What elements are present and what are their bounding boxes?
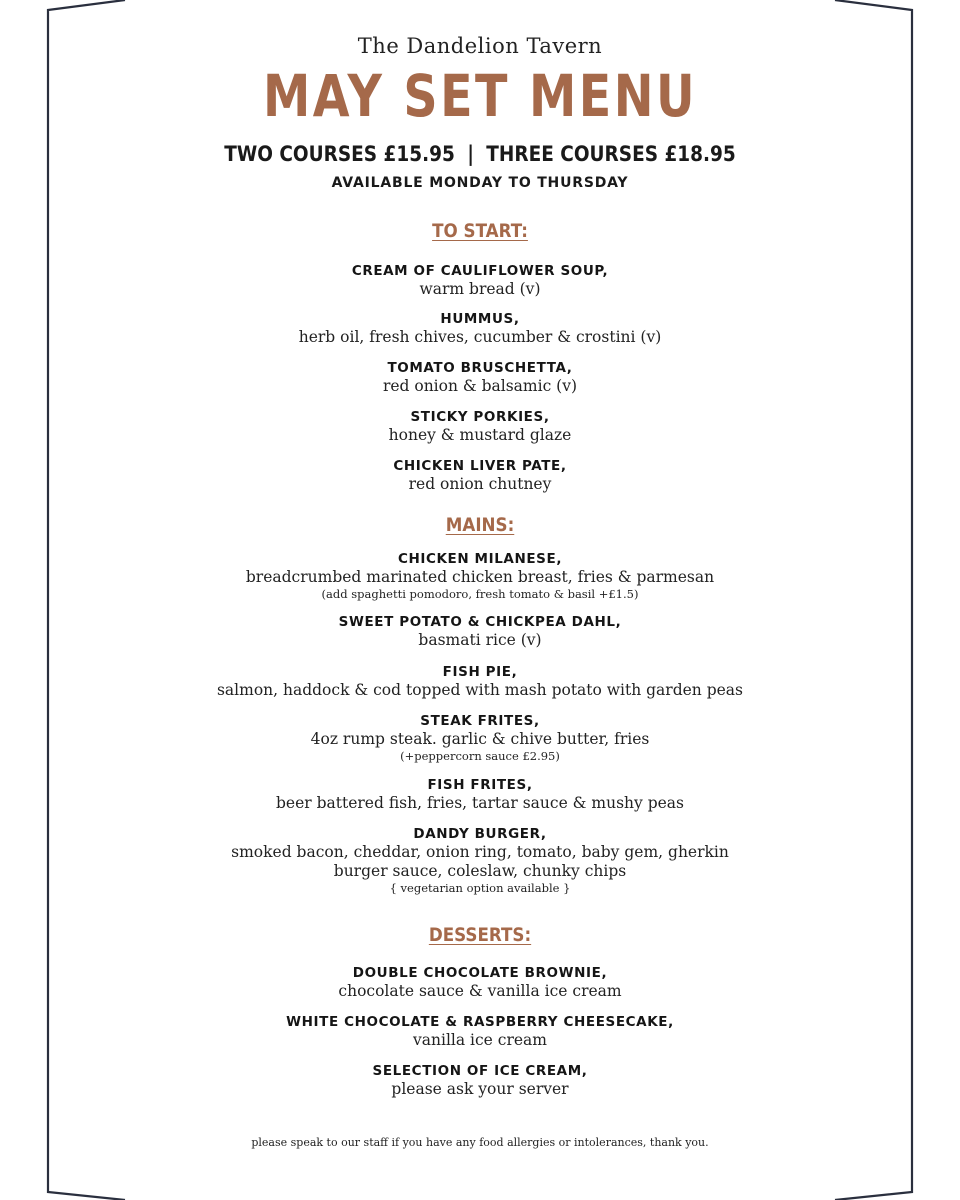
dish-description: warm bread (v)	[419, 280, 541, 298]
dish-description: chocolate sauce & vanilla ice cream	[338, 982, 622, 1000]
dish-name: FISH FRITES,	[427, 777, 533, 793]
menu-item	[0, 964, 960, 1001]
dish-description: red onion & balsamic (v)	[382, 377, 578, 395]
menu-item	[0, 310, 960, 347]
menu-item	[0, 1013, 960, 1050]
dish-name: TOMATO BRUSCHETTA,	[387, 360, 573, 376]
menu-item	[0, 408, 960, 445]
dish-description-line2: burger sauce, coleslaw, chunky chips	[333, 862, 627, 880]
dish-name: WHITE CHOCOLATE & RASPBERRY CHEESECAKE,	[286, 1014, 674, 1030]
menu-item	[0, 262, 960, 299]
dish-note: { vegetarian option available }	[389, 881, 571, 895]
menu-item	[0, 776, 960, 813]
menu-item	[0, 825, 960, 895]
dish-description: salmon, haddock & cod topped with mash potato with garden peas	[216, 681, 744, 699]
dish-description: herb oil, fresh chives, cucumber & crostini (v)	[298, 328, 662, 346]
dish-description: vanilla ice cream	[413, 1031, 547, 1049]
dish-description: please ask your server	[391, 1080, 569, 1098]
dish-name: STEAK FRITES,	[420, 713, 540, 729]
dish-description: basmati rice (v)	[418, 631, 542, 649]
menu-item	[0, 663, 960, 700]
venue-name: The Dandelion Tavern	[357, 34, 603, 58]
dish-name: STICKY PORKIES,	[410, 409, 550, 425]
dish-name: SELECTION OF ICE CREAM,	[372, 1063, 588, 1079]
mains-heading: MAINS:	[445, 514, 515, 536]
dish-description: breadcrumbed marinated chicken breast, fries & parmesan	[245, 568, 715, 586]
dish-name: FISH PIE,	[442, 664, 518, 680]
menu-item	[0, 1062, 960, 1099]
dish-name: CREAM OF CAULIFLOWER SOUP,	[351, 263, 609, 279]
allergy-notice: please speak to our staff if you have any food allergies or intolerances, thank you.	[251, 1136, 709, 1149]
dish-description: smoked bacon, cheddar, onion ring, tomato, baby gem, gherkin	[231, 843, 729, 861]
availability-note: AVAILABLE MONDAY TO THURSDAY	[331, 175, 629, 191]
dish-name: SWEET POTATO & CHICKPEA DAHL,	[338, 614, 622, 630]
dish-description: beer battered fish, fries, tartar sauce & mushy peas	[275, 794, 684, 812]
menu-item	[0, 457, 960, 494]
dish-name: HUMMUS,	[440, 311, 520, 327]
dish-name: DANDY BURGER,	[413, 826, 547, 842]
menu-item	[0, 613, 960, 650]
three-courses-price: THREE COURSES £18.95	[486, 142, 736, 166]
menu-item	[0, 712, 960, 763]
dish-note: (add spaghetti pomodoro, fresh tomato & basil +£1.5)	[321, 587, 639, 601]
dish-description: red onion chutney	[408, 475, 552, 493]
dish-name: CHICKEN LIVER PATE,	[393, 458, 567, 474]
dish-description: 4oz rump steak. garlic & chive butter, fries	[310, 730, 650, 748]
course-prices	[58, 142, 903, 166]
dish-name: CHICKEN MILANESE,	[397, 551, 563, 567]
menu-title: MAY SET MENU	[262, 62, 698, 130]
dish-note: (+peppercorn sauce £2.95)	[400, 749, 560, 763]
starters-heading: TO START:	[432, 220, 528, 242]
two-courses-price: TWO COURSES £15.95	[224, 142, 455, 166]
dish-description: honey & mustard glaze	[388, 426, 572, 444]
desserts-heading: DESSERTS:	[428, 924, 532, 946]
dish-name: DOUBLE CHOCOLATE BROWNIE,	[352, 965, 608, 981]
menu-item	[0, 359, 960, 396]
menu-item	[0, 550, 960, 601]
price-separator: |	[467, 142, 474, 166]
